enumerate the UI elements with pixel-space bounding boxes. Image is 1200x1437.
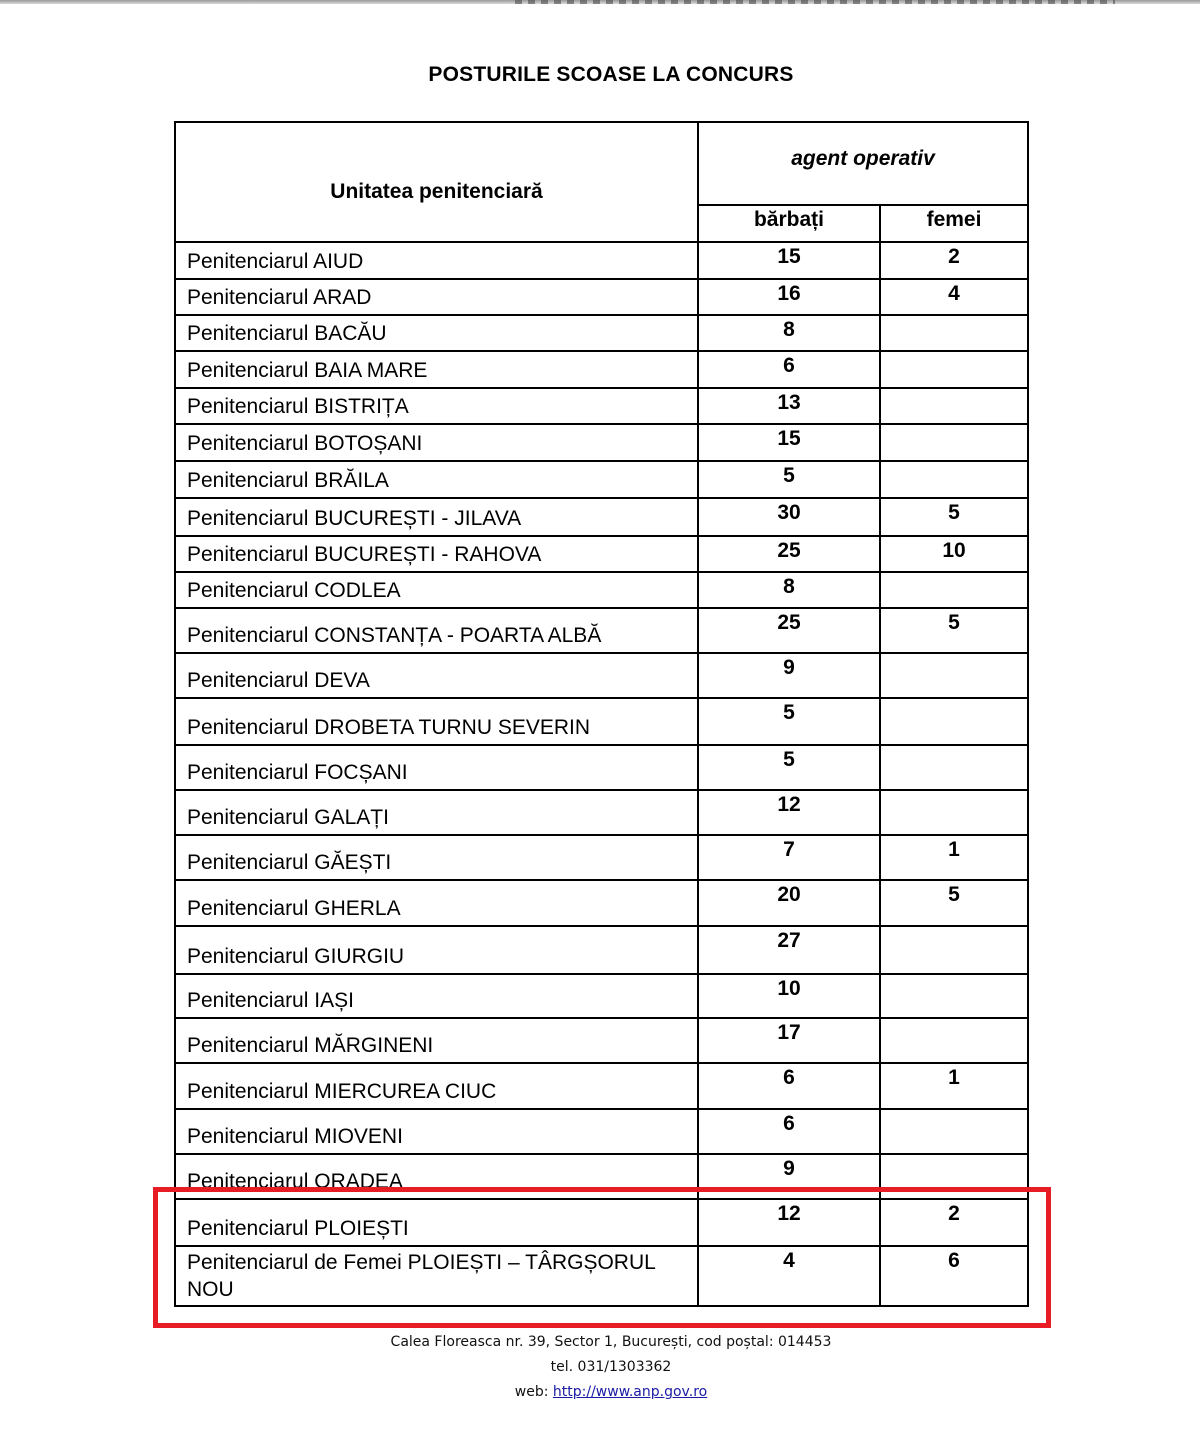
men-count-cell: 9 — [698, 653, 880, 698]
women-count-cell: 4 — [880, 279, 1028, 315]
unit-name-cell: Penitenciarul DROBETA TURNU SEVERIN — [175, 698, 698, 745]
men-count-cell: 5 — [698, 698, 880, 745]
women-count-cell — [880, 461, 1028, 498]
women-count-cell: 2 — [880, 242, 1028, 279]
header-women: femei — [880, 205, 1028, 242]
men-count-cell: 25 — [698, 536, 880, 572]
header-men: bărbați — [698, 205, 880, 242]
unit-name-cell: Penitenciarul GALAȚI — [175, 790, 698, 835]
table-row — [175, 1109, 1028, 1154]
men-count-cell: 5 — [698, 461, 880, 498]
table-row — [175, 572, 1028, 608]
men-count-cell: 4 — [698, 1246, 880, 1306]
table-row — [175, 279, 1028, 315]
unit-name-cell: Penitenciarul BUCUREȘTI - JILAVA — [175, 498, 698, 536]
table-body — [175, 242, 1028, 1306]
website-link[interactable]: http://www.anp.gov.ro — [552, 1384, 708, 1400]
women-count-cell — [880, 351, 1028, 388]
page-title: POSTURILE SCOASE LA CONCURS — [428, 63, 794, 86]
women-count-cell — [880, 572, 1028, 608]
men-count-cell: 15 — [698, 242, 880, 279]
table-row — [175, 498, 1028, 536]
table-row — [175, 1154, 1028, 1199]
unit-name-cell: Penitenciarul GIURGIU — [175, 926, 698, 974]
women-count-cell — [880, 315, 1028, 351]
unit-name-cell: Penitenciarul BAIA MARE — [175, 351, 698, 388]
women-count-cell: 5 — [880, 880, 1028, 926]
men-count-cell: 7 — [698, 835, 880, 880]
men-count-cell: 5 — [698, 745, 880, 790]
men-count-cell: 10 — [698, 974, 880, 1018]
unit-name-cell: Penitenciarul MĂRGINENI — [175, 1018, 698, 1063]
men-count-cell: 6 — [698, 1063, 880, 1109]
table-row — [175, 608, 1028, 653]
men-count-cell: 6 — [698, 351, 880, 388]
unit-name-cell: Penitenciarul de Femei PLOIEȘTI – TÂRGȘORUL NOU — [175, 1246, 698, 1306]
table-row — [175, 745, 1028, 790]
table-row — [175, 242, 1028, 279]
women-count-cell — [880, 1154, 1028, 1199]
unit-name-cell: Penitenciarul ARAD — [175, 279, 698, 315]
men-count-cell: 12 — [698, 790, 880, 835]
unit-name-cell: Penitenciarul BUCUREȘTI - RAHOVA — [175, 536, 698, 572]
footer-web-label: web: — [514, 1384, 553, 1400]
unit-name-cell: Penitenciarul BISTRIȚA — [175, 388, 698, 424]
women-count-cell: 5 — [880, 498, 1028, 536]
unit-name-cell: Penitenciarul ORADEA — [175, 1154, 698, 1199]
men-count-cell: 6 — [698, 1109, 880, 1154]
footer-web — [0, 1384, 1200, 1400]
table-row — [175, 790, 1028, 835]
women-count-cell: 6 — [880, 1246, 1028, 1306]
women-count-cell: 2 — [880, 1199, 1028, 1246]
unit-name-cell: Penitenciarul CODLEA — [175, 572, 698, 608]
table-row — [175, 315, 1028, 351]
men-count-cell: 27 — [698, 926, 880, 974]
women-count-cell: 1 — [880, 835, 1028, 880]
women-count-cell — [880, 1109, 1028, 1154]
table-row — [175, 536, 1028, 572]
unit-name-cell: Penitenciarul BACĂU — [175, 315, 698, 351]
unit-name-cell: Penitenciarul BOTOȘANI — [175, 424, 698, 461]
unit-name-cell: Penitenciarul AIUD — [175, 242, 698, 279]
table-row — [175, 880, 1028, 926]
unit-name-cell: Penitenciarul CONSTANȚA - POARTA ALBĂ — [175, 608, 698, 653]
unit-name-cell: Penitenciarul BRĂILA — [175, 461, 698, 498]
table-row — [175, 926, 1028, 974]
women-count-cell — [880, 745, 1028, 790]
table-row — [175, 351, 1028, 388]
men-count-cell: 8 — [698, 572, 880, 608]
women-count-cell — [880, 790, 1028, 835]
header-agent-operativ: agent operativ — [698, 122, 1028, 205]
table-row — [175, 698, 1028, 745]
men-count-cell: 20 — [698, 880, 880, 926]
unit-name-cell: Penitenciarul FOCȘANI — [175, 745, 698, 790]
women-count-cell: 5 — [880, 608, 1028, 653]
table-row — [175, 653, 1028, 698]
unit-name-cell: Penitenciarul IAȘI — [175, 974, 698, 1018]
women-count-cell — [880, 653, 1028, 698]
men-count-cell: 17 — [698, 1018, 880, 1063]
men-count-cell: 30 — [698, 498, 880, 536]
men-count-cell: 9 — [698, 1154, 880, 1199]
positions-table — [174, 121, 1029, 1307]
table-row — [175, 974, 1028, 1018]
table-row — [175, 1246, 1028, 1306]
men-count-cell: 13 — [698, 388, 880, 424]
cropped-header-text — [515, 0, 1115, 4]
unit-name-cell: Penitenciarul MIERCUREA CIUC — [175, 1063, 698, 1109]
footer-phone: tel. 031/1303362 — [550, 1359, 672, 1375]
men-count-cell: 12 — [698, 1199, 880, 1246]
table-row — [175, 461, 1028, 498]
table-row — [175, 1199, 1028, 1246]
women-count-cell — [880, 698, 1028, 745]
unit-name-cell: Penitenciarul DEVA — [175, 653, 698, 698]
women-count-cell — [880, 974, 1028, 1018]
table-row — [175, 388, 1028, 424]
footer-address: Calea Floreasca nr. 39, Sector 1, București, cod poștal: 014453 — [390, 1334, 832, 1350]
women-count-cell — [880, 388, 1028, 424]
table-row — [175, 1063, 1028, 1109]
unit-name-cell: Penitenciarul PLOIEȘTI — [175, 1199, 698, 1246]
table-row — [175, 424, 1028, 461]
women-count-cell — [880, 424, 1028, 461]
women-count-cell: 1 — [880, 1063, 1028, 1109]
women-count-cell: 10 — [880, 536, 1028, 572]
women-count-cell — [880, 926, 1028, 974]
unit-name-cell: Penitenciarul MIOVENI — [175, 1109, 698, 1154]
men-count-cell: 25 — [698, 608, 880, 653]
unit-name-cell: Penitenciarul GĂEȘTI — [175, 835, 698, 880]
header-unit: Unitatea penitenciară — [175, 122, 698, 242]
women-count-cell — [880, 1018, 1028, 1063]
men-count-cell: 8 — [698, 315, 880, 351]
table-row — [175, 1018, 1028, 1063]
table-row — [175, 835, 1028, 880]
men-count-cell: 15 — [698, 424, 880, 461]
men-count-cell: 16 — [698, 279, 880, 315]
unit-name-cell: Penitenciarul GHERLA — [175, 880, 698, 926]
